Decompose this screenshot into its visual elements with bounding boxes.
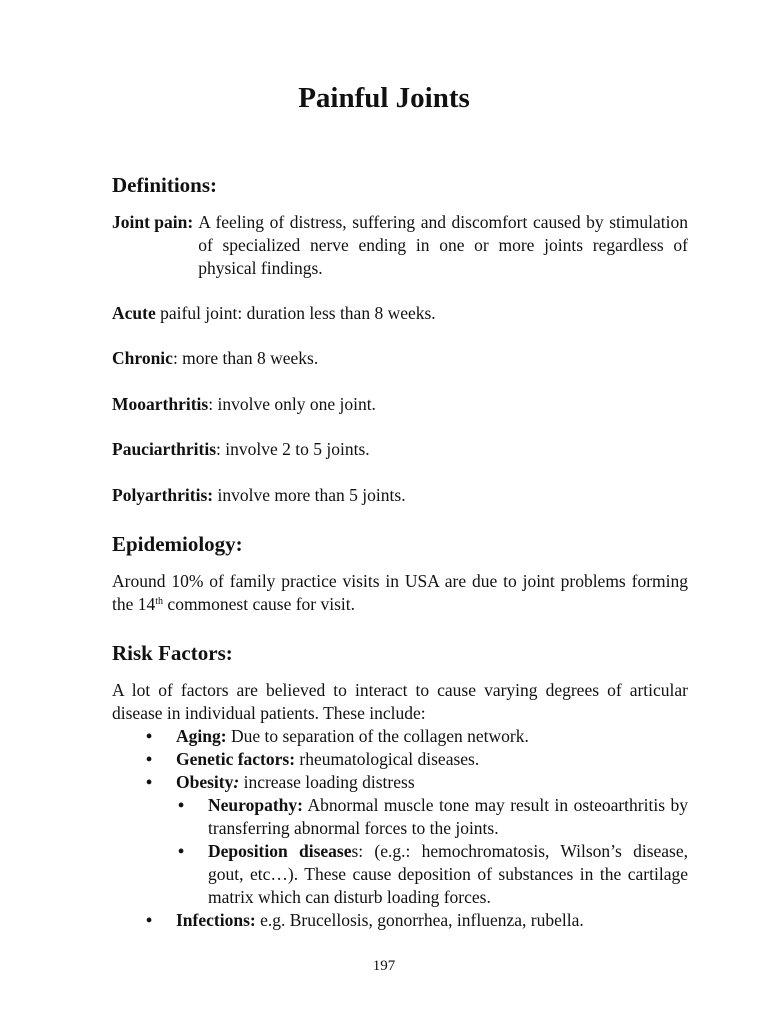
definitions-heading: Definitions: xyxy=(112,173,217,197)
definition-acute xyxy=(112,302,688,325)
list-item-aging xyxy=(112,725,688,748)
obesity-sublist xyxy=(176,794,688,909)
definition-pauciarthritis xyxy=(112,438,688,461)
acute-term: Acute xyxy=(112,303,156,323)
neuropathy-label: Neuropathy: xyxy=(208,795,303,815)
list-item-genetic xyxy=(112,748,688,771)
deposition-label: Deposition disease xyxy=(208,841,352,861)
definition-polyarthritis xyxy=(112,484,688,507)
definition-joint-pain xyxy=(112,211,688,280)
epidemiology-text-after: commonest cause for visit. xyxy=(163,594,356,614)
chronic-text: : more than 8 weeks. xyxy=(172,348,319,368)
neuropathy-text: Abnormal muscle tone may result in osteoarthritis by transferring abnormal forces to the joints. xyxy=(208,795,688,838)
poly-text: involve more than 5 joints. xyxy=(213,485,406,505)
epidemiology-text-before: Around 10% of family practice visits in USA are due to joint problems forming the 14 xyxy=(112,571,688,614)
pauci-term: Pauciarthritis xyxy=(112,439,217,459)
risk-factors-intro: A lot of factors are believed to interact to cause varying degrees of articular disease in individual patients. These include: xyxy=(112,680,688,723)
list-item-obesity xyxy=(112,771,688,909)
definition-chronic xyxy=(112,347,688,370)
joint-pain-text: A feeling of distress, suffering and discomfort caused by stimulation of specialized nerve ending in one or more joints regardless of physical findings. xyxy=(198,212,688,278)
aging-label: Aging: xyxy=(176,726,227,746)
page-number: 197 xyxy=(372,958,396,974)
page-title: Painful Joints xyxy=(298,82,470,114)
obesity-text: increase loading distress xyxy=(239,772,415,792)
epidemiology-superscript: th xyxy=(155,596,164,607)
list-item-infections xyxy=(112,909,688,932)
acute-text: paiful joint: duration less than 8 weeks. xyxy=(155,303,436,323)
genetic-text: rheumatological diseases. xyxy=(295,749,480,769)
pauci-text: : involve 2 to 5 joints. xyxy=(216,439,370,459)
mono-text: : involve only one joint. xyxy=(208,394,376,414)
risk-factors-heading: Risk Factors: xyxy=(112,641,233,665)
obesity-label: Obesity xyxy=(176,772,234,792)
list-item-deposition xyxy=(176,840,688,909)
infections-text: e.g. Brucellosis, gonorrhea, influenza, rubella. xyxy=(255,910,584,930)
joint-pain-term: Joint pain: xyxy=(112,212,194,232)
obesity-colon: : xyxy=(233,772,240,792)
infections-label: Infections: xyxy=(176,910,256,930)
poly-term: Polyarthritis: xyxy=(112,485,214,505)
mono-term: Mooarthritis xyxy=(112,394,209,414)
deposition-text: s: (e.g.: hemochromatosis, Wilson’s disease, gout, etc…). These cause deposition of substances in the cartilage matrix which can disturb loading forces. xyxy=(208,841,689,907)
epidemiology-heading: Epidemiology: xyxy=(112,532,243,556)
epidemiology-paragraph xyxy=(112,570,688,616)
chronic-term: Chronic xyxy=(112,348,173,368)
definition-monoarthritis xyxy=(112,393,688,416)
aging-text: Due to separation of the collagen network. xyxy=(226,726,529,746)
list-item-neuropathy xyxy=(176,794,688,840)
genetic-label: Genetic factors: xyxy=(176,749,296,769)
risk-factors-list xyxy=(112,725,688,932)
